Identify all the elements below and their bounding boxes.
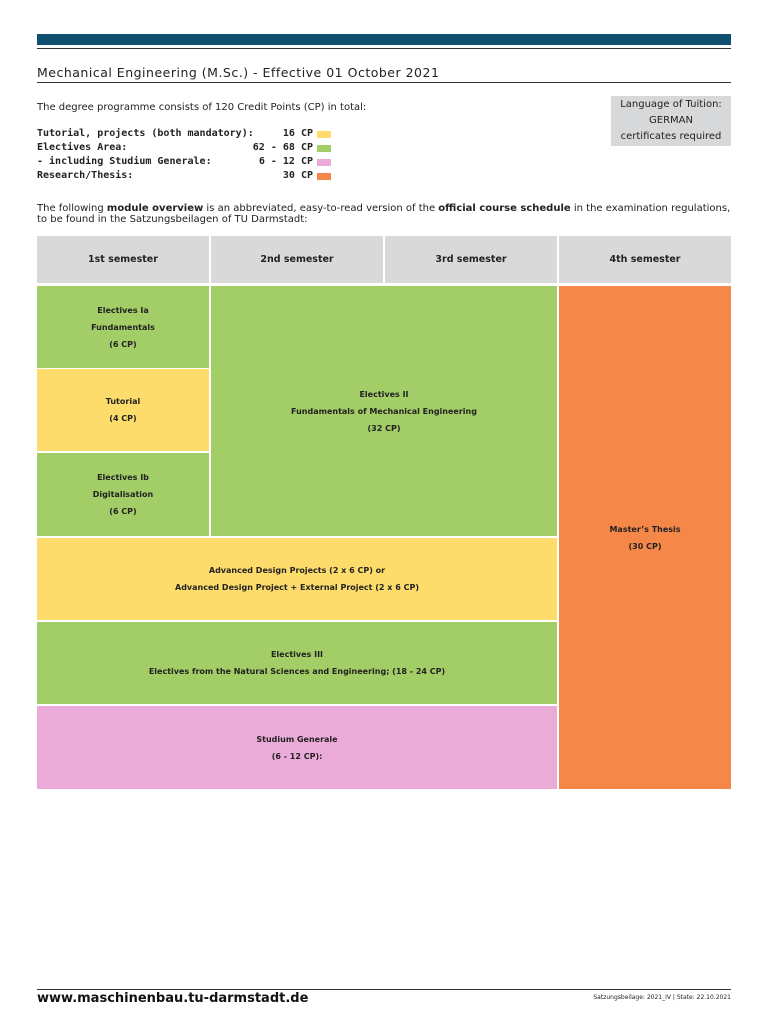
credit-row-research: [37, 170, 337, 184]
module-title: Electives II: [359, 389, 409, 399]
module-electives-ia: [37, 286, 209, 368]
certificates-note: certificates required: [620, 131, 722, 142]
module-subtitle: Advanced Design Project + External Project (2 x 6 CP): [175, 583, 419, 592]
credit-label: Tutorial, projects (both mandatory):: [37, 128, 254, 139]
module-credits: (32 CP): [367, 423, 401, 433]
intro-text: The degree programme consists of 120 Credit Points (CP) in total:: [37, 102, 367, 113]
header-rule-top: [37, 48, 731, 49]
language-info-box: [611, 96, 731, 146]
credit-points-table: [37, 128, 337, 184]
overview-paragraph: [37, 203, 731, 225]
semester-label: 2nd semester: [260, 254, 334, 265]
module-title: Electives Ib: [97, 473, 149, 482]
module-subtitle: Fundamentals of Mechanical Engineering: [291, 406, 477, 416]
credit-label: Electives Area:: [37, 142, 128, 153]
credit-row-tutorial: [37, 128, 337, 142]
overview-text: in the examination regulations, to be found in the Satzungsbeilagen of TU Darmstadt:: [37, 203, 731, 225]
pink-swatch: [317, 159, 331, 166]
credit-value: 30 CP: [282, 170, 313, 181]
credit-value: 62 - 68 CP: [252, 142, 313, 153]
module-subtitle: Electives from the Natural Sciences and Engineering; (18 - 24 CP): [148, 667, 446, 676]
module-credits: (6 CP): [109, 339, 137, 349]
language-label: Language of Tuition:: [620, 99, 722, 110]
yellow-swatch: [317, 131, 331, 138]
semester-label: 4th semester: [609, 254, 681, 265]
module-tutorial: [37, 369, 209, 451]
module-overview-grid: [37, 236, 731, 789]
footer-rule: [37, 989, 731, 990]
module-masters-thesis: [559, 286, 731, 789]
module-credits: (4 CP): [109, 414, 137, 423]
module-subtitle: Fundamentals: [91, 322, 155, 332]
semester-header-3: [385, 236, 557, 283]
module-title: Electives III: [270, 650, 324, 659]
module-design-projects: [37, 538, 557, 620]
module-electives-ib: [37, 453, 209, 536]
module-subtitle: Digitalisation: [92, 490, 154, 499]
module-title: Electives Ia: [97, 305, 149, 315]
credit-label: Research/Thesis:: [37, 170, 134, 181]
module-electives-iii: [37, 622, 557, 704]
credit-row-studium-generale: [37, 156, 337, 170]
footer-url: www.maschinenbau.tu-darmstadt.de: [37, 991, 309, 1006]
credit-value: 6 - 12 CP: [258, 156, 313, 167]
credit-label: - including Studium Generale:: [37, 156, 212, 167]
semester-label: 3rd semester: [435, 254, 507, 265]
module-studium-generale: [37, 706, 557, 789]
module-title: Tutorial: [105, 397, 141, 406]
overview-text: is an abbreviated, easy-to-read version of the: [203, 203, 439, 214]
page-title: Mechanical Engineering (M.Sc.) - Effective 01 October 2021: [37, 65, 440, 80]
overview-bold-schedule: official course schedule: [438, 203, 571, 214]
semester-header-1: [37, 236, 209, 283]
semester-header-2: [211, 236, 383, 283]
orange-swatch: [317, 173, 331, 180]
language-value: GERMAN: [649, 115, 693, 126]
overview-text: The following: [37, 203, 107, 214]
module-credits: (30 CP): [628, 541, 662, 551]
semester-label: 1st semester: [88, 254, 158, 265]
module-title: Master’s Thesis: [609, 524, 681, 534]
header-rule-bottom: [37, 82, 731, 83]
module-credits: (6 CP): [109, 507, 137, 516]
green-swatch: [317, 145, 331, 152]
overview-bold-module: module overview: [106, 203, 204, 214]
module-title: Studium Generale: [256, 734, 338, 744]
module-title: Advanced Design Projects (2 x 6 CP) or: [208, 566, 386, 575]
module-credits: (6 - 12 CP):: [271, 751, 323, 761]
credit-value: 16 CP: [282, 128, 313, 139]
header-color-bar: [37, 34, 731, 45]
credit-row-electives: [37, 142, 337, 156]
footer-meta: Satzungsbeilage: 2021_IV | State: 22.10.2021: [593, 994, 731, 1001]
semester-header-4: [559, 236, 731, 283]
module-electives-ii: [211, 286, 557, 536]
